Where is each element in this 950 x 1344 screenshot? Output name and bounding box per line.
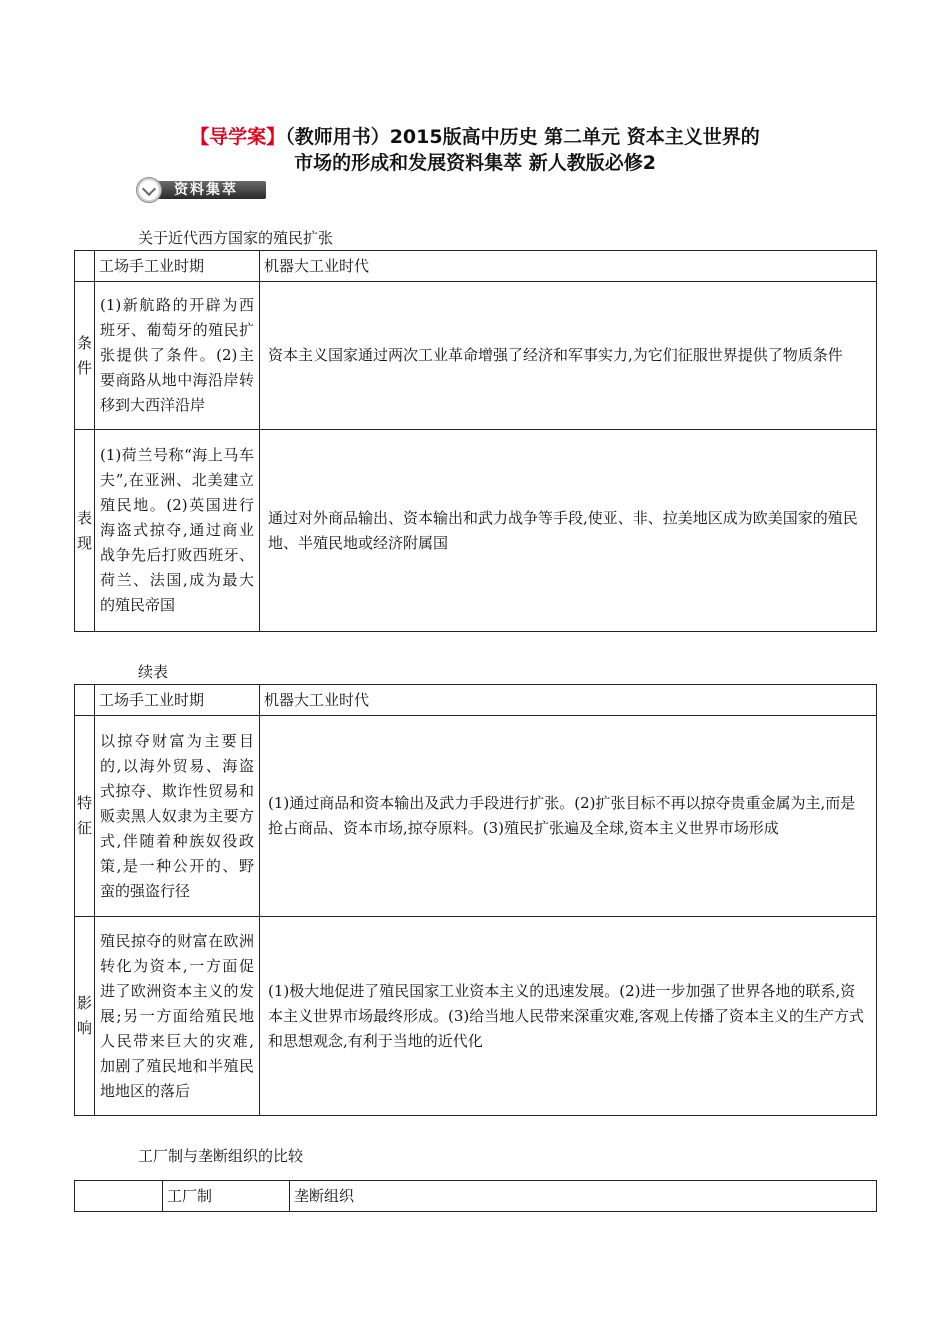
section-badge <box>136 177 268 203</box>
table-3-caption: 工厂制与垄断组织的比较 <box>138 1147 304 1165</box>
header-corner-cell <box>75 1181 163 1212</box>
features-manufacture-cell: 以掠夺财富为主要目的,以海外贸易、海盗式掠夺、欺诈性贸易和贩卖黑人奴隶为主要方式,伴随着种族奴役政策,是一种公开的、野蛮的强盗行径 <box>95 716 260 917</box>
manifestation-machine-cell: 通过对外商品输出、资本输出和武力战争等手段,使亚、非、拉美地区成为欧美国家的殖民地、半殖民地或经济附属国 <box>260 430 877 632</box>
features-machine-cell: (1)通过商品和资本输出及武力手段进行扩张。(2)扩张目标不再以掠夺贵重金属为主,而是抢占商品、资本市场,掠夺原料。(3)殖民扩张遍及全球,资本主义世界市场形成 <box>260 716 877 917</box>
table-row <box>75 430 877 632</box>
row-label-features: 特征 <box>75 716 95 917</box>
conditions-machine-cell: 资本主义国家通过两次工业革命增强了经济和军事实力,为它们征服世界提供了物质条件 <box>260 282 877 430</box>
table-header-row <box>75 685 877 716</box>
table-1-caption: 关于近代西方国家的殖民扩张 <box>138 229 334 247</box>
factory-vs-monopoly-table <box>74 1180 877 1212</box>
table-header-row <box>75 1181 877 1212</box>
table-row <box>75 716 877 917</box>
header-corner-cell <box>75 685 95 716</box>
manifestation-manufacture-cell: (1)荷兰号称“海上马车夫”,在亚洲、北美建立殖民地。(2)英国进行海盗式掠夺,通过商业战争先后打败西班牙、荷兰、法国,成为最大的殖民帝国 <box>95 430 260 632</box>
influence-manufacture-cell: 殖民掠夺的财富在欧洲转化为资本,一方面促进了欧洲资本主义的发展;另一方面给殖民地人民带来巨大的灾难,加剧了殖民地和半殖民地地区的落后 <box>95 917 260 1116</box>
header-cell-manufacture: 工场手工业时期 <box>95 685 260 716</box>
row-label-influence: 影响 <box>75 917 95 1116</box>
table-header-row <box>75 251 877 282</box>
header-cell-machine: 机器大工业时代 <box>260 251 877 282</box>
influence-machine-cell: (1)极大地促进了殖民国家工业资本主义的迅速发展。(2)进一步加强了世界各地的联系,资本主义世界市场最终形成。(3)给当地人民带来深重灾难,客观上传播了资本主义的生产方式和思想观念,有利于当地的近代化 <box>260 917 877 1116</box>
row-label-manifestation: 表现 <box>75 430 95 632</box>
header-cell-factory: 工厂制 <box>163 1181 290 1212</box>
colonial-expansion-table-continued <box>74 684 877 1116</box>
title-line-1-text: （教师用书）2015版高中历史 第二单元 资本主义世界的 <box>285 126 760 148</box>
table-row <box>75 917 877 1116</box>
header-cell-monopoly: 垄断组织 <box>290 1181 877 1212</box>
header-cell-manufacture: 工场手工业时期 <box>95 251 260 282</box>
row-label-conditions: 条件 <box>75 282 95 430</box>
chevron-down-icon <box>136 177 162 203</box>
conditions-manufacture-cell: (1)新航路的开辟为西班牙、葡萄牙的殖民扩张提供了条件。(2)主要商路从地中海沿岸转移到大西洋沿岸 <box>95 282 260 430</box>
badge-label: 资料集萃 <box>174 182 238 198</box>
colonial-expansion-table <box>74 250 877 632</box>
table-2-caption: 续表 <box>138 663 169 681</box>
document-title-line-1 <box>0 124 950 150</box>
header-cell-machine: 机器大工业时代 <box>260 685 877 716</box>
table-row <box>75 282 877 430</box>
document-title-line-2: 市场的形成和发展资料集萃 新人教版必修2 <box>294 152 656 174</box>
header-corner-cell <box>75 251 95 282</box>
title-bracket: 【导学案】 <box>190 126 286 148</box>
